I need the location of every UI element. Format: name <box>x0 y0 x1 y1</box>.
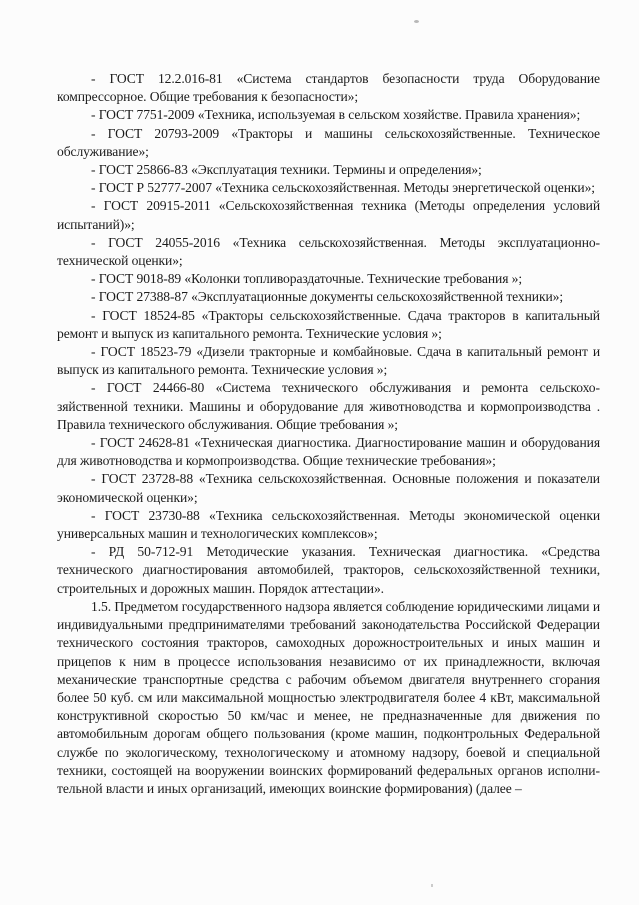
standard-item: - ГОСТ 18523-79 «Дизели тракторные и комбайновые. Сдача в капитальный ремонт и выпуск из капитального ремонта. Технические условия »; <box>57 344 600 378</box>
section-1-5-paragraph: 1.5. Предметом государственного надзора является соблюдение юридическими лицами и индивидуальными предпринимателями требований законодательства Российской Федерации технического состояния тракторов, самоходных дорожностроительных и иных машин и прицепов к ним в процессе использования независимо от их принадлежности, включая механические транспортные средства с рабочим объемом двигателя внутреннего сгорания более 50 куб. см или максимальной мощностью электродвигателя более 4 кВт, максимальной конструктивной скоростью 50 км/час и менее, не предназначенные для движения по автомобильным дорогам общего пользования (кроме машин, подконтрольных Федеральной службе по экологическому, технологическому и атомному надзору, боевой и специальной техники, состоящей на вооружении воинских формирований федеральных органов исполнительной власти и иных организаций, имеющих воинские формирования) (далее – <box>57 598 600 796</box>
standard-item: - ГОСТ 24466-80 «Система технического обслуживания и ремонта сельскохозяйственной техники. Машины и оборудование для животноводства и кормопроизводства . Правила технического обслуживания. Общие требования »; <box>57 380 600 432</box>
standard-item: - РД 50-712-91 Методические указания. Техническая диагностика. «Средства технического диагностирования автомобилей, тракторов, сельскохозяйственной техники, строительных и дорожных машин. Порядок аттестации». <box>57 544 600 596</box>
standard-item: - ГОСТ 18524-85 «Тракторы сельскохозяйственные. Сдача тракторов в капитальный ремонт и выпуск из капитального ремонта. Технические условия »; <box>57 307 600 341</box>
standard-item: - ГОСТ 27388-87 «Эксплуатационные документы сельскохозяйственной техники»; <box>91 289 564 305</box>
standard-item: - ГОСТ 23730-88 «Техника сельскохозяйственная. Методы экономической оценки универсальных машин и технологических комплексов»; <box>57 507 600 542</box>
standard-item: - ГОСТ 25866-83 «Эксплуатация техники. Термины и определения»; <box>91 162 482 178</box>
standard-item: - ГОСТ Р 52777-2007 «Техника сельскохозяйственная. Методы энергетической оценки»; <box>91 180 595 196</box>
standard-item: - ГОСТ 23728-88 «Техника сельскохозяйственная. Основные положения и показатели экономической оценки»; <box>57 471 600 505</box>
scan-speck <box>431 884 433 887</box>
scan-speck <box>414 20 419 23</box>
standard-item: - ГОСТ 9018-89 «Колонки топливораздаточные. Технические требования »; <box>91 271 523 287</box>
standard-item: - ГОСТ 24055-2016 «Техника сельскохозяйственная. Методы эксплуатационно-технической оценки»; <box>57 234 600 269</box>
standard-item: - ГОСТ 20915-2011 «Сельскохозяйственная техника (Методы определения условий испытаний)»; <box>57 198 600 232</box>
standard-item: - ГОСТ 24628-81 «Техническая диагностика. Диагностирование машин и оборудования для животноводства и кормопроизводства. Общие технические требования»; <box>57 435 600 469</box>
standard-item: - ГОСТ 20793-2009 «Тракторы и машины сельскохозяйственные. Техническое обслуживание»; <box>57 125 600 159</box>
standard-item: - ГОСТ 7751-2009 «Техника, используемая в сельском хозяйстве. Правила хранения»; <box>91 107 581 123</box>
document-body <box>57 70 600 798</box>
standard-item: - ГОСТ 12.2.016-81 «Система стандартов безопасности труда Оборудование компрессорное. Общие требования к безопасности»; <box>57 71 600 105</box>
